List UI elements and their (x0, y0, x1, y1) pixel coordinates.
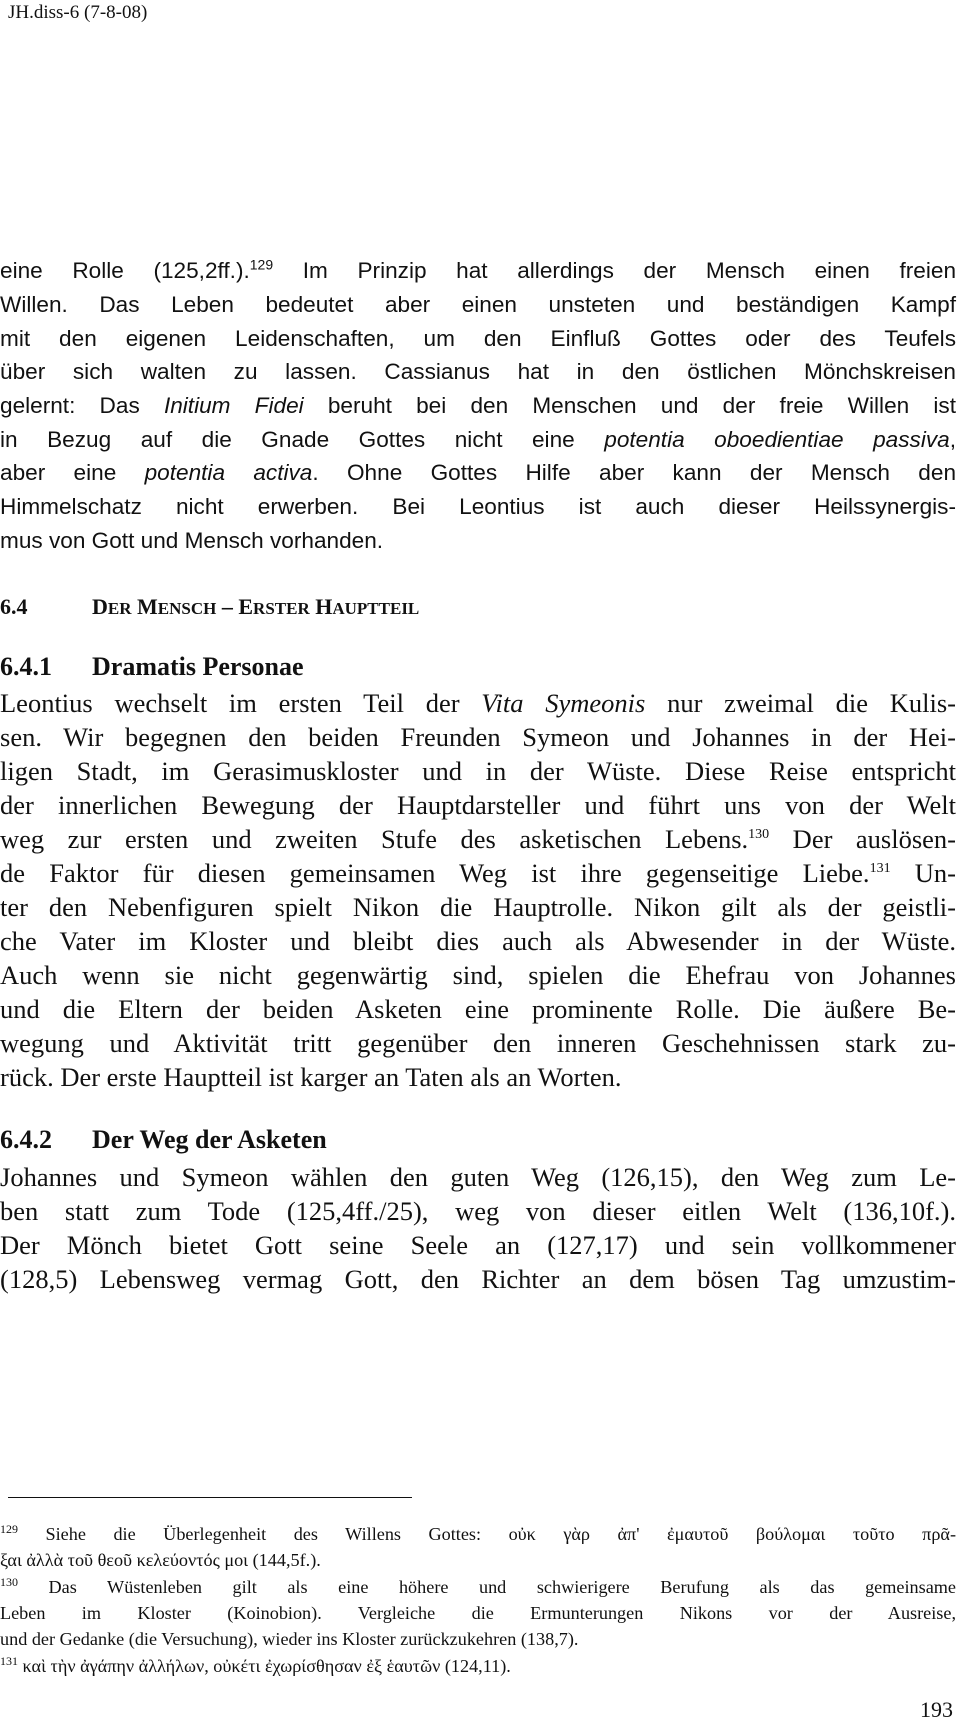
text-line: Himmelschatz nicht erwerben. Bei Leontius ist auch dieser Heilssynergis- (0, 494, 956, 519)
footnote-131: $^{131}$ καὶ τὴν ἀγάπην ἀλλήλων, οὐκέτι ἐχωρίσθησαν ἐξ ἑαυτῶν (124,11). (0, 1653, 511, 1676)
text-line: rück. Der erste Hauptteil ist karger an Taten als an Worten. (0, 1062, 622, 1092)
text-line: ben statt zum Tode (125,4ff./25), weg von dieser eitlen Welt (136,10f.). (0, 1196, 956, 1226)
subsection-heading: 6.4.2 Der Weg der Asketen (0, 1125, 327, 1154)
section-heading: 6.4 DER MENSCH – ERSTER HAUPTTEIL (0, 594, 420, 619)
text-line: ligen Stadt, im Gerasimuskloster und in der Wüste. Diese Reise entspricht (0, 756, 956, 786)
subsection-heading: 6.4.1 Dramatis Personae (0, 652, 304, 681)
footnote-130: $^{130}$ Das Wüstenleben gilt als eine höhere und schwierigere Berufung als das gemeinsame (0, 1574, 956, 1597)
footnote-ref-131[interactable]: 131 (869, 861, 891, 877)
text-line: über sich walten zu lassen. Cassianus hat in den östlichen Mönchskreisen (0, 359, 956, 384)
text-line: sen. Wir begegnen den beiden Freunden Symeon und Johannes in der Hei- (0, 722, 956, 752)
text-line: gelernt: Das Initium Fidei beruht bei den Menschen und der freie Willen ist (0, 393, 956, 418)
text-line: ter den Nebenfiguren spielt Nikon die Hauptrolle. Nikon gilt als der geistli- (0, 892, 956, 922)
text-line: aber eine potentia activa. Ohne Gottes Hilfe aber kann der Mensch den (0, 460, 957, 485)
text-line: Johannes und Symeon wählen den guten Weg (126,15), den Weg zum Le- (0, 1162, 956, 1192)
footnote-129-cont: ξαι ἀλλὰ τοῦ θεοῦ κελεύοντός μοι (144,5f.). (0, 1550, 321, 1570)
text-line: der innerlichen Bewegung der Hauptdarsteller und führt uns von der Welt (0, 790, 956, 820)
text-line: che Vater im Kloster und bleibt dies auch als Abwesender in der Wüste. (0, 926, 956, 956)
footnote-ref-129[interactable]: 129 (249, 256, 274, 273)
text-line: Auch wenn sie nicht gegenwärtig sind, spielen die Ehefrau von Johannes (0, 960, 956, 990)
footnote-130-cont: und der Gedanke (die Versuchung), wieder ins Kloster zurückzukehren (138,7). (0, 1629, 579, 1649)
text-line: weg zur ersten und zweiten Stufe des asketischen Lebens.$^{130}$ Der auslösen- (0, 824, 957, 854)
text-line: de Faktor für diesen gemeinsamen Weg ist ihre gegenseitige Liebe.$^{131}$ Un- (0, 858, 956, 888)
text-line: Leontius wechselt im ersten Teil der Vita Symeonis nur zweimal die Kulis- (0, 688, 956, 718)
footnote-ref-130[interactable]: 130 (748, 827, 770, 843)
text-line: mit den eigenen Leidenschaften, um den Einfluß Gottes oder des Teufels (0, 326, 956, 351)
footnote-130-cont: Leben im Kloster (Koinobion). Vergleiche die Ermunterungen Nikons vor der Ausreise, (0, 1603, 956, 1623)
footnote-129: $^{129}$ Siehe die Überlegenheit des Willens Gottes: οὐκ γὰρ ἀπ' ἐμαυτοῦ βούλομαι τοῦτο πρᾶ- (0, 1521, 956, 1544)
text-line: (128,5) Lebensweg vermag Gott, den Richter an dem bösen Tag umzustim- (0, 1264, 956, 1294)
footnote-separator (8, 1497, 412, 1498)
text-line: und die Eltern der beiden Asketen eine prominente Rolle. Die äußere Be- (0, 994, 956, 1024)
text-line: eine Rolle (125,2ff.).$^{129}$ Im Prinzip hat allerdings der Mensch einen freien (0, 256, 957, 283)
text-line: wegung und Aktivität tritt gegenüber den inneren Geschehnissen stark zu- (0, 1028, 956, 1058)
text-line: in Bezug auf die Gnade Gottes nicht eine potentia oboedientiae passiva, (0, 427, 956, 452)
text-line: Willen. Das Leben bedeutet aber einen unsteten und beständigen Kampf (0, 292, 956, 317)
page-number: 193 (920, 1697, 953, 1722)
text-line: mus von Gott und Mensch vorhanden. (0, 528, 384, 553)
document-header: JH.diss-6 (7-8-08) (8, 2, 148, 23)
text-line: Der Mönch bietet Gott seine Seele an (127,17) und sein vollkommener (0, 1230, 956, 1260)
